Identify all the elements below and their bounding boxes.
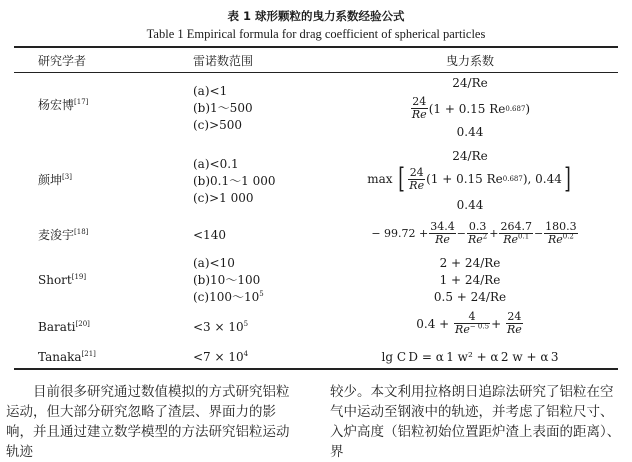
table-caption-cn: 表 1 球形颗粒的曳力系数经验公式: [227, 9, 405, 23]
range-mai: <140: [193, 228, 226, 242]
range-barati: $<3 \times 10^5$: [193, 320, 249, 334]
range-yan-a: (a)<0.1: [193, 157, 239, 171]
header-formula: 曳力系数: [445, 54, 494, 68]
author-yang: 杨宏博[17]: [38, 98, 89, 112]
table-top-rule: [14, 46, 618, 48]
range-yan-c: (c)>1 000: [193, 191, 254, 205]
range-yan-b: (b)0.1～1 000: [193, 174, 276, 188]
formula-yan-c: 0.44: [456, 198, 484, 212]
range-tanaka: $<7 \times 10^4$: [193, 350, 249, 364]
range-yang-a: (a)<1: [193, 84, 228, 98]
range-yang-c: (c)>500: [193, 118, 243, 132]
author-yan: 颜坤[3]: [38, 173, 72, 187]
table-bottom-rule: [14, 368, 618, 370]
header-author: 研究学者: [38, 54, 87, 68]
formula-tanaka: lg C D = α 1 w² + α 2 w + α 3: [381, 350, 559, 364]
author-mai: 麦浚宇[18]: [38, 228, 89, 242]
formula-yang-b: $\frac{24}{Re}$ (1 + 0.15 Re 0.687 ): [411, 95, 531, 121]
body-paragraph-right: 较少。本文利用拉格朗日追踪法研究了铝粒在空气中运动至钢液中的轨迹，并考虑了铝粒尺寸、入炉高度（铝粒初始位置距炉渣上表面的距离）、界: [330, 384, 621, 460]
header-range: 雷诺数范围: [193, 54, 254, 68]
author-tanaka: Tanaka[21]: [38, 350, 96, 364]
formula-yan-a: 24/Re: [452, 149, 488, 163]
formula-short-b: 1 + 24/Re: [439, 273, 501, 287]
range-short-a: (a)<10: [193, 256, 235, 270]
formula-yang-c: 0.44: [456, 125, 484, 139]
body-paragraph-left: 目前很多研究通过数值模拟的方式研究铝粒运动，但大部分研究忽略了渣层、界面力的影响，并且通过建立数学模型的方法研究铝粒运动轨迹: [6, 384, 290, 460]
range-short-b: (b)10～100: [193, 273, 261, 287]
range-yang-b: (b)1～500: [193, 101, 253, 115]
formula-yan-b: max [ $\frac{24}{Re}$ (1 + 0.15 Re 0.687 ), 0.44 ]: [367, 162, 571, 195]
formula-barati: 0.4 + $\frac{4}{Re^{- 0.5}}$ + $\frac{24}{Re}$: [416, 310, 522, 336]
formula-short-c: 0.5 + 24/Re: [433, 290, 507, 304]
table-caption-en: Table 1 Empirical formula for drag coefficient of spherical particles: [146, 27, 486, 41]
formula-mai: − 99.72 + $\frac{34.4}{Re}$ − $\frac{0.3}{Re^2}$ + $\frac{264.7}{Re^{0.1}}$ − $\frac{180.3}{Re^{0.2}}$: [371, 220, 577, 246]
formula-short-a: 2 + 24/Re: [439, 256, 501, 270]
range-short-c: $(c)100\sim 10^5$: [193, 290, 264, 304]
author-barati: Barati[20]: [38, 320, 90, 334]
header-rule: [14, 72, 618, 73]
formula-yang-a: 24/Re: [452, 76, 488, 90]
author-short: Short[19]: [38, 273, 87, 287]
